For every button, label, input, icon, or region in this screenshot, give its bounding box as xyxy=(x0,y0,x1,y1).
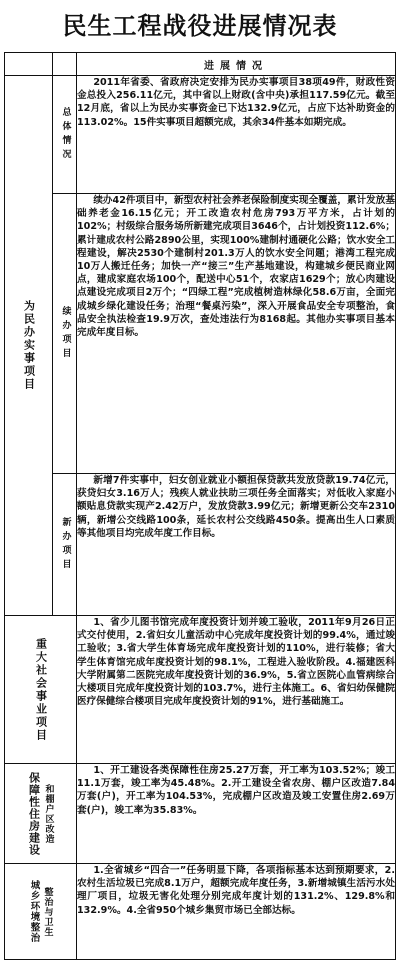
category-minsheng-label: 为民办实事项目 xyxy=(5,76,53,616)
header-blank-cell xyxy=(53,53,77,76)
urban-label-right: 整治与卫生 xyxy=(42,886,53,937)
housing-text: 1、开工建设各类保障性住房25.27万套，开工率为103.52%；竣工11.1万套，竣工率为45.48%。2.开工建设全省农房、棚户区改造7.84万套(户)，开工率为104.53%，完成棚户区改造及竣工安置住房2.69万套(户)，竣工率为35.83%。 xyxy=(77,764,396,864)
page-title: 民生工程战役进展情况表 xyxy=(62,11,338,40)
housing-label-group xyxy=(5,764,76,863)
header-blank-cell xyxy=(5,53,53,76)
urban-text: 1.全省城乡“四合一”任务明显下降，各项指标基本达到预期要求，2.农村生活垃圾已完成8.1万户，超额完成年度任务，3.新增城镇生活污水处理厂项目，垃圾无害化处理分别完成年度计划的131.2%、129.8%和132.9%。4.全省950个城乡集贸市场已全部达标。 xyxy=(77,864,396,960)
housing-label-left: 保障性住房建设 xyxy=(27,771,41,856)
category-social-label: 重大社会事业项目 xyxy=(5,616,77,764)
new-text: 新增7件实事中，妇女创业就业小额担保贷款共发放贷款19.74亿元，获贷妇女3.16万人；残疾人就业扶助三项任务全面落实；对低收入家庭小额贴息贷款实现产2.42万户，发放贷款3.99亿元；新增更新公交车2310辆，新增公交线路100条，延长农村公交线路450条。提高出生人口素质等其他项目均完成年度工作目标。 xyxy=(77,474,396,616)
table-header-row xyxy=(5,53,396,76)
table-row xyxy=(5,76,396,194)
table-row xyxy=(5,764,396,864)
social-text: 1、省少儿图书馆完成年度投资计划并竣工验收，2011年9月26日正式交付使用，2.省妇女儿童活动中心完成年度投资计划的99.4%，通过竣工验收；3.省大学生体育场完成年度投资计划的110%，进行装修；省大学生体育馆完成年度投资计划的98.1%，工程进入验收阶段。4.福建医科大学附属第二医院完成年度投资计划的36.9%，5.省立医院心血管病综合大楼项目完成年度投资计划的103.7%，进行主体施工。6、省妇幼保健院医疗保健综合楼项目完成年度投资计划的91%，进行基础施工。 xyxy=(77,616,396,764)
urban-label-left: 城乡环境整治 xyxy=(28,880,40,943)
urban-label-group xyxy=(5,864,76,959)
subcategory-continuing-label: 续办项目 xyxy=(53,194,77,474)
continuing-text: 续办42件项目中，新型农村社会养老保险制度实现全覆盖，累计发放基础养老金16.15亿元；开工改造农村危房793万平方米，占计划的102%；村级综合服务场所新建完成项目3646个，占计划投资112.6%；累计建成农村公路2890公里，实现100%建制村通硬化公路；饮水安全工程建设，解决2530个建制村201.3万人的饮水安全问题；港湾工程完成10万人搬迁任务；加快一产“接三”生产基地建设，构建城乡便民商业网点，建成家庭农场100个，配送中心51个，农家店1629个；放心肉建设点建设完成项目2万个；“四绿工程”完成植树造林绿化58.6万亩，全面完成城乡绿化建设任务；治理“餐桌污染”，深入开展食品安全专项整治，食品安全执法检查19.9万次，查处违法行为8168起。其他办实事项目基本完成年度目标。 xyxy=(77,194,396,474)
category-urban-label xyxy=(5,864,77,960)
category-housing-label xyxy=(5,764,77,864)
table-row xyxy=(5,864,396,960)
housing-label-right: 和棚户区改造 xyxy=(43,783,54,844)
overall-text: 2011年省委、省政府决定安排为民办实事项目38项49件，财政性资金总投入256.11亿元，其中省以上财政(含中央)承担117.59亿元。截至12月底，省以上为民办实事资金已下达132.9亿元，占应下达补助资金的113.02%。15件实事项目超额完成，其余34件基本如期完成。 xyxy=(77,76,396,194)
subcategory-new-label: 新办项目 xyxy=(53,474,77,616)
table-row xyxy=(5,194,396,474)
table-row xyxy=(5,616,396,764)
subcategory-overall-label: 总体情况 xyxy=(53,76,77,194)
progress-table xyxy=(4,52,396,960)
header-progress: 进展情况 xyxy=(77,53,396,76)
table-row xyxy=(5,474,396,616)
